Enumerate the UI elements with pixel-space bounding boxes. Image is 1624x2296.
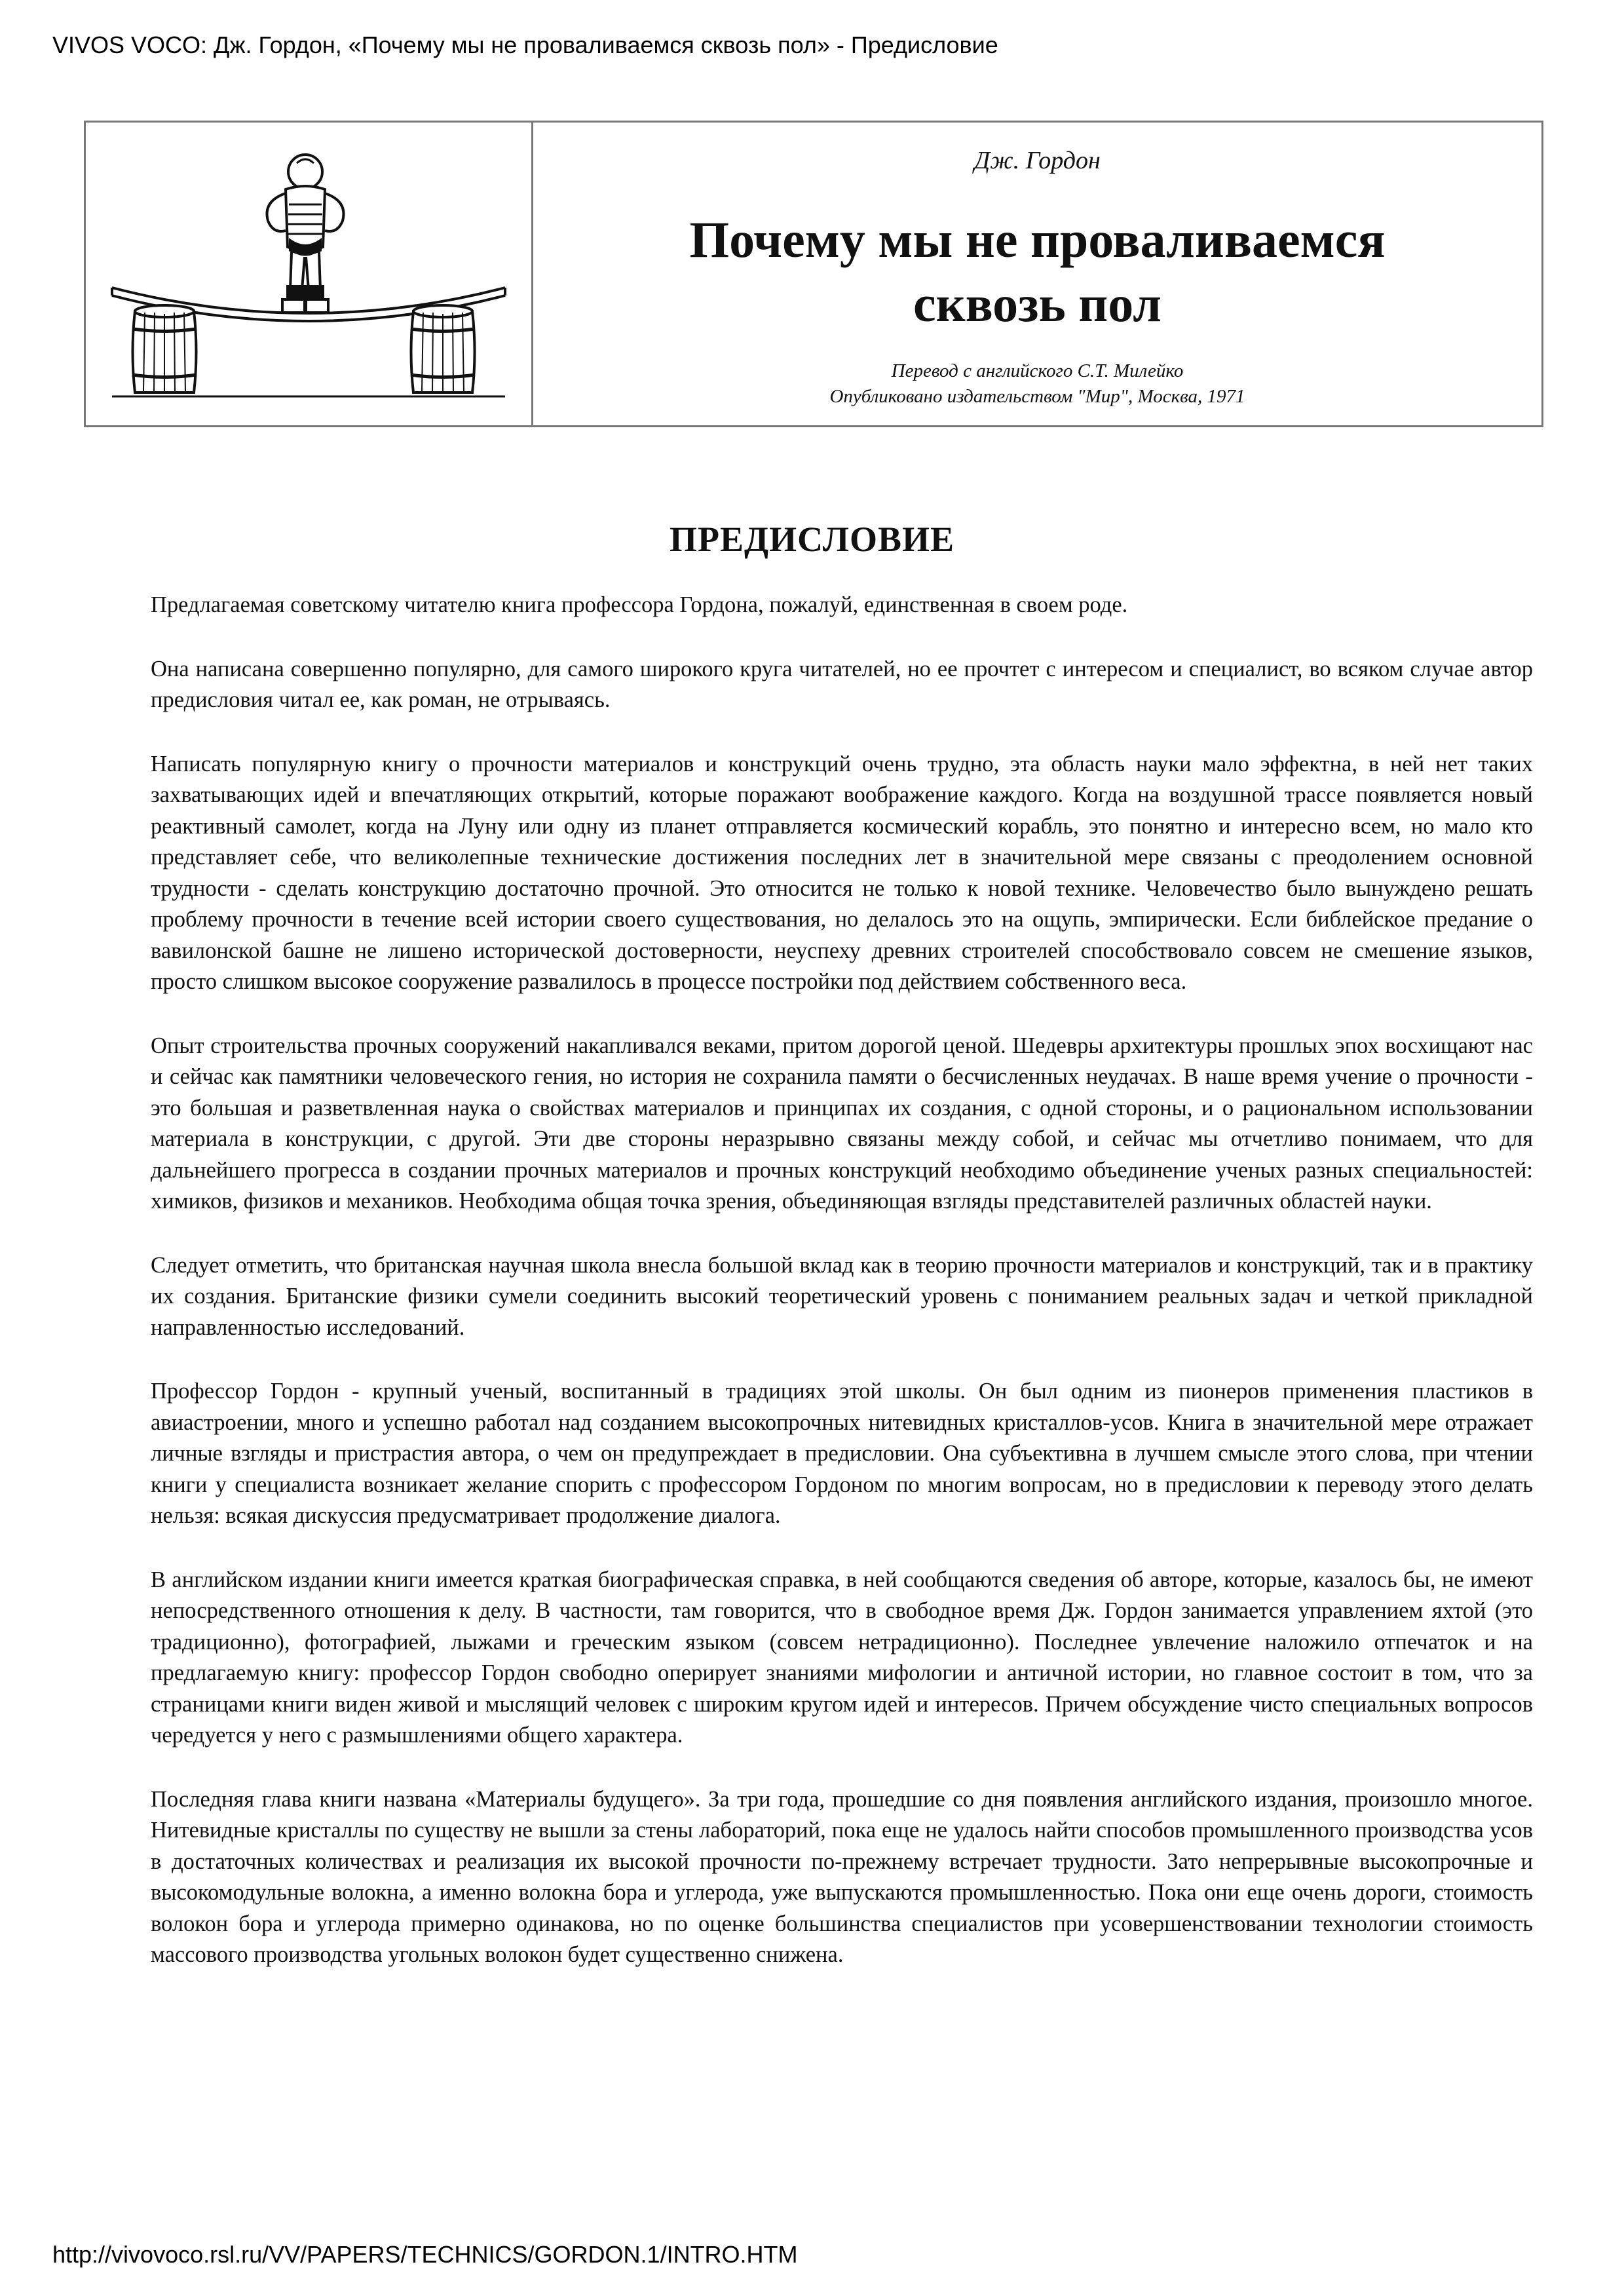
book-title: Почему мы не проваливаемся сквозь пол	[689, 211, 1386, 332]
page-footer-url[interactable]: http://vivovoco.rsl.ru/VV/PAPERS/TECHNICS/GORDON.1/INTRO.HTM	[52, 2241, 798, 2268]
book-author: Дж. Гордон	[974, 147, 1101, 174]
paragraph: Последняя глава книги названа «Материалы будущего». За три года, прошедшие со дня появления английского издания, произошло многое. Нитевидные кристаллы по существу не вышли за стены лабораторий, пока еще не удалось найти способов промышленного производства усов в достаточных количествах и реализация их высокой прочности по-прежнему встречает трудности. Зато непрерывные высокопрочные и высокомодульные волокна, а именно волокна бора и углерода, уже выпускаются промышленностью. Пока они еще очень дороги, стоимость волокон бора и углерода примерно одинакова, но по оценке большинства специалистов при усовершенствовании технологии стоимость массового производства угольных волокон будет существенно снижена.	[151, 1786, 1533, 1967]
preface-body	[151, 590, 1533, 2004]
title-block	[84, 121, 1543, 427]
publication-credits	[533, 358, 1541, 410]
paragraph: Предлагаемая советскому читателю книга профессора Гордона, пожалуй, единственная в своем роде.	[151, 592, 1128, 617]
title-cell	[533, 123, 1541, 425]
right-barrel-icon	[411, 305, 475, 392]
publication-credit: Опубликовано издательством "Мир", Москва, 1971	[829, 386, 1245, 407]
paragraph: Она написана совершенно популярно, для самого широкого круга читателей, но ее прочтет с интересом и специалист, во всяком случае автор предисловия читал ее, как роман, не отрываясь.	[151, 656, 1533, 712]
paragraph: Написать популярную книгу о прочности материалов и конструкций очень трудно, эта область науки мало эффектна, в ней нет таких захватывающих идей и впечатляющих открытий, которые поражают воображение каждого. Когда на воздушной трассе появляется новый реактивный самолет, когда на Луну или одну из планет отправляется космический корабль, это понятно и интересно всем, но мало кто представляет себе, что великолепные технические достижения последних лет в значительной мере связаны с преодолением основной трудности - сделать конструкцию достаточно прочной. Это относится не только к новой технике. Человечество было вынуждено решать проблему прочности в течение всей истории своего существования, но делалось это на ощупь, эмпирически. Если библейское предание о вавилонской башне не лишено исторической достоверности, неуспеху древних строителей способствовало совсем не смешение языков, просто слишком высокое сооружение развалилось в процессе постройки под действием собственного веса.	[151, 751, 1533, 994]
paragraph: В английском издании книги имеется краткая биографическая справка, в ней сообщаются сведения об авторе, которые, казалось бы, не имеют непосредственного отношения к делу. В частности, там говорится, что в свободное время Дж. Гордон занимается управлением яхтой (это традиционно), фотографией, лыжами и греческим языком (совсем нетрадиционно). Последнее увлечение наложило отпечаток и на предлагаемую книгу: профессор Гордон свободно оперирует знаниями мифологии и античной истории, но главное состоит в том, что за страницами книги виден живой и мыслящий человек с широким кругом идей и интересов. Причем обсуждение чисто специальных вопросов чередуется у него с размышлениями общего характера.	[151, 1567, 1533, 1748]
paragraph: Опыт строительства прочных сооружений накапливался веками, притом дорогой ценой. Шедевры архитектуры прошлых эпох восхищают нас и сейчас как памятники человеческого гения, но история не сохранила памяти о бесчисленных неудачах. В наше время учение о прочности - это большая и разветвленная наука о свойствах материалов и принципах их создания, с одной стороны, и о рациональном использовании материала в конструкции, с другой. Эти две стороны неразрывно связаны между собой, и сейчас мы отчетливо понимаем, что для дальнейшего прогресса в создании прочных материалов и прочных конструкций необходимо объединение ученых разных специальностей: химиков, физиков и механиков. Необходима общая точка зрения, объединяющая взгляды представителей различных областей науки.	[151, 1033, 1533, 1214]
strongman-figure-icon	[267, 155, 344, 313]
paragraph: Следует отметить, что британская научная школа внесла большой вклад как в теорию прочности материалов и конструкций, так и в практику их создания. Британские физики сумели соединить высокий теоретический уровень с пониманием реальных задач и четкой прикладной направленностью исследований.	[151, 1252, 1533, 1340]
paragraph: Профессор Гордон - крупный ученый, воспитанный в традициях этой школы. Он был одним из пионеров применения пластиков в авиастроении, много и успешно работал над созданием высокопрочных нитевидных кристаллов-усов. Книга в значительной мере отражает личные взгляды и пристрастия автора, о чем он предупреждает в предисловии. Она субъективна в лучшем смысле этого слова, при чтении книги у специалиста возникает желание спорить с профессором Гордоном по многим вопросам, но в предисловии к переводу этого делать нельзя: всякая дискуссия предусматривает продолжение диалога.	[151, 1379, 1533, 1528]
illustration-cell	[86, 123, 533, 425]
page-header-title: VIVOS VOCO: Дж. Гордон, «Почему мы не проваливаемся сквозь пол» - Предисловие	[52, 31, 998, 58]
left-barrel-icon	[132, 305, 197, 392]
translation-credit: Перевод с английского С.Т. Милейко	[891, 360, 1184, 381]
strongman-on-plank-illustration	[86, 123, 531, 425]
section-heading: ПРЕДИСЛОВИЕ	[669, 520, 955, 559]
